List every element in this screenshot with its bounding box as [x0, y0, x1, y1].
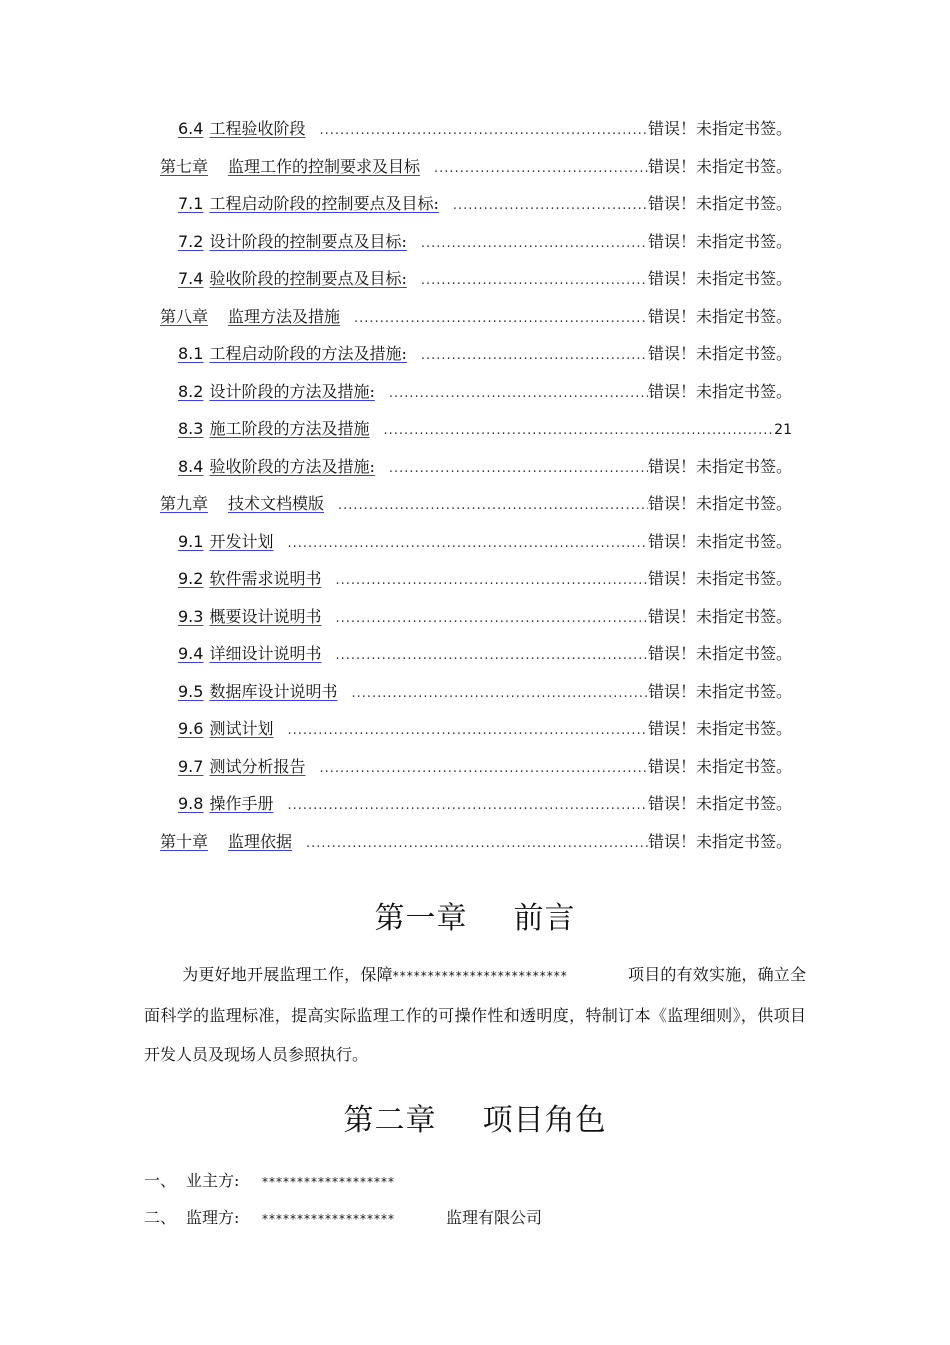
- toc-entry-number: 9.6: [178, 719, 204, 738]
- toc-entry-number: 7.4: [178, 269, 204, 288]
- toc-entry-page: 错误！未指定书签。: [647, 719, 792, 738]
- toc-entry[interactable]: [160, 493, 792, 517]
- toc-entry-number: 7.1: [178, 194, 204, 213]
- toc-leader-dots: [351, 683, 648, 705]
- toc-entry-link[interactable]: [178, 681, 351, 703]
- toc-entry-title: 开发计划: [209, 531, 274, 551]
- toc-entry[interactable]: [160, 156, 792, 180]
- toc-entry-number: 9.7: [178, 756, 204, 776]
- toc-leader-dots: [421, 233, 648, 255]
- toc-entry-title: 技术文档模版: [228, 494, 325, 513]
- toc-leader-dots: [335, 608, 648, 630]
- toc-entry-number: 第七章: [160, 156, 209, 176]
- toc-entry-link[interactable]: [178, 643, 335, 665]
- toc-entry-number: 第九章: [160, 494, 209, 513]
- role-supervisor-suffix: 监理有限公司: [446, 1208, 543, 1227]
- role-owner-label: 业主方:: [186, 1171, 240, 1190]
- toc-entry-page: 错误！未指定书签。: [647, 831, 792, 851]
- toc-entry-title: 监理方法及措施: [228, 306, 341, 326]
- toc-leader-dots: [306, 833, 648, 855]
- toc-entry-link[interactable]: [178, 343, 421, 365]
- toc-entry[interactable]: [178, 793, 792, 817]
- toc-entry-title: 测试计划: [209, 719, 274, 738]
- toc-entry[interactable]: [178, 643, 792, 667]
- toc-entry-link[interactable]: [160, 493, 338, 515]
- chapter-1-number: 第一章: [374, 901, 468, 936]
- chapter-1-heading: [0, 893, 950, 937]
- toc-leader-dots: [287, 533, 648, 555]
- toc-entry-number: 9.4: [178, 644, 204, 663]
- toc-entry-page: 错误！未指定书签。: [647, 756, 792, 776]
- toc-entry-title: 设计阶段的方法及措施:: [209, 381, 375, 401]
- role-owner: [144, 1168, 395, 1191]
- toc-entry-page: 错误！未指定书签。: [647, 194, 792, 213]
- toc-leader-dots: [338, 495, 648, 517]
- toc-entry[interactable]: [178, 193, 792, 217]
- toc-leader-dots: [421, 270, 648, 292]
- toc-entry-link[interactable]: [178, 456, 389, 478]
- chapter-2-title: 项目角色: [482, 1103, 607, 1138]
- toc-entry[interactable]: [178, 118, 792, 142]
- toc-entry-title: 验收阶段的方法及措施:: [209, 456, 375, 476]
- toc-entry[interactable]: [178, 568, 792, 592]
- toc-entry-title: 数据库设计说明书: [209, 681, 338, 701]
- toc-entry-page: 错误！未指定书签。: [647, 344, 792, 363]
- toc-entry[interactable]: [178, 606, 792, 630]
- toc-entry-link[interactable]: [178, 793, 287, 815]
- role-supervisor: [144, 1205, 542, 1228]
- role-owner-value: *******************: [262, 1175, 395, 1189]
- toc-entry-page: 21: [774, 422, 792, 438]
- toc-entry[interactable]: [178, 418, 792, 442]
- role-supervisor-index: 二、: [144, 1208, 177, 1227]
- toc-entry-title: 工程启动阶段的方法及措施:: [209, 344, 407, 363]
- toc-entry-title: 施工阶段的方法及措施: [209, 419, 370, 438]
- toc-entry-number: 9.5: [178, 681, 204, 701]
- toc-entry-page: 错误！未指定书签。: [647, 381, 792, 401]
- toc-entry-page: 错误！未指定书签。: [647, 456, 792, 476]
- toc-entry-page: 错误！未指定书签。: [647, 119, 792, 138]
- toc-entry[interactable]: [178, 381, 792, 405]
- toc-leader-dots: [319, 120, 648, 142]
- toc-entry-link[interactable]: [178, 531, 287, 553]
- toc-entry-title: 工程启动阶段的控制要点及目标:: [209, 194, 439, 213]
- toc-leader-dots: [389, 383, 648, 405]
- chapter-2-number: 第二章: [343, 1103, 437, 1138]
- toc-entry-link[interactable]: [178, 118, 319, 140]
- toc-entry-number: 9.3: [178, 606, 204, 626]
- toc-leader-dots: [319, 758, 648, 780]
- toc-entry-title: 概要设计说明书: [209, 606, 322, 626]
- chapter-1-title: 前言: [513, 901, 576, 936]
- chapter-2-heading: [0, 1095, 950, 1139]
- toc-leader-dots: [287, 795, 648, 817]
- toc-entry-link[interactable]: [178, 231, 421, 253]
- toc-entry-link[interactable]: [178, 268, 421, 290]
- toc-entry[interactable]: [160, 306, 792, 330]
- toc-entry-link[interactable]: [178, 718, 287, 740]
- preface-project-name: *************************: [392, 969, 568, 983]
- toc-entry-page: 错误！未指定书签。: [647, 606, 792, 626]
- toc-leader-dots: [354, 308, 648, 330]
- toc-entry-number: 6.4: [178, 119, 204, 138]
- role-owner-index: 一、: [144, 1171, 177, 1190]
- toc-entry-title: 验收阶段的控制要点及目标:: [209, 269, 407, 288]
- toc-entry-page: 错误！未指定书签。: [647, 644, 792, 663]
- toc-entry-title: 操作手册: [209, 794, 274, 813]
- toc-entry-page: 错误！未指定书签。: [647, 569, 792, 588]
- toc-entry[interactable]: [160, 831, 792, 855]
- toc-entry[interactable]: [178, 681, 792, 705]
- toc-leader-dots: [421, 345, 648, 367]
- toc-entry-title: 工程验收阶段: [209, 119, 306, 138]
- toc-entry-number: 9.1: [178, 531, 204, 551]
- toc-entry-link[interactable]: [160, 156, 434, 178]
- toc-entry-number: 8.2: [178, 381, 204, 401]
- toc-entry[interactable]: [178, 231, 792, 255]
- toc-entry-link[interactable]: [160, 306, 354, 328]
- toc-leader-dots: [335, 570, 648, 592]
- preface-paragraph: [144, 955, 806, 1074]
- toc-leader-dots: [434, 158, 648, 180]
- toc-entry[interactable]: [178, 531, 792, 555]
- toc-leader-dots: [389, 458, 648, 480]
- toc-leader-dots: [453, 195, 648, 217]
- toc-entry-number: 7.2: [178, 231, 204, 251]
- toc-entry-number: 9.8: [178, 794, 204, 813]
- toc-entry-number: 第十章: [160, 831, 209, 851]
- toc-entry-page: 错误！未指定书签。: [647, 156, 792, 176]
- toc-entry-page: 错误！未指定书签。: [647, 794, 792, 813]
- role-supervisor-label: 监理方:: [186, 1208, 240, 1227]
- toc-entry[interactable]: [178, 456, 792, 480]
- toc-entry-link[interactable]: [160, 831, 306, 853]
- toc-entry[interactable]: [178, 718, 792, 742]
- toc-leader-dots: [335, 645, 648, 667]
- toc-entry-link[interactable]: [178, 418, 383, 440]
- toc-entry-title: 设计阶段的控制要点及目标:: [209, 231, 407, 251]
- toc-entry-page: 错误！未指定书签。: [647, 306, 792, 326]
- toc-entry-title: 监理依据: [228, 831, 293, 851]
- toc-entry-title: 监理工作的控制要求及目标: [228, 156, 421, 176]
- preface-rest: 项目的有效实施，确立全面科学的监理标准，提高实际监理工作的可操作性和透明度，特制订本《监理细则》，供项目开发人员及现场人员参照执行。: [144, 965, 806, 1064]
- toc-entry[interactable]: [178, 343, 792, 367]
- toc-entry-number: 9.2: [178, 569, 204, 588]
- toc-entry[interactable]: [178, 756, 792, 780]
- toc-entry-number: 8.3: [178, 419, 204, 438]
- toc-entry-page: 错误！未指定书签。: [647, 494, 792, 513]
- toc-entry-number: 8.1: [178, 344, 204, 363]
- toc-entry-title: 软件需求说明书: [209, 569, 322, 588]
- toc-entry-link[interactable]: [178, 568, 335, 590]
- toc-entry-link[interactable]: [178, 606, 335, 628]
- toc-entry-page: 错误！未指定书签。: [647, 231, 792, 251]
- toc-entry-number: 8.4: [178, 456, 204, 476]
- toc-entry-page: 错误！未指定书签。: [647, 269, 792, 288]
- preface-lead: 为更好地开展监理工作，保障: [182, 965, 393, 984]
- toc-entry-title: 详细设计说明书: [209, 644, 322, 663]
- toc-entry-page: 错误！未指定书签。: [647, 681, 792, 701]
- toc-leader-dots: [287, 720, 648, 742]
- toc-entry-link[interactable]: [178, 193, 453, 215]
- role-supervisor-value: *******************: [262, 1212, 395, 1226]
- toc-leader-dots: [383, 420, 774, 442]
- toc-entry-title: 测试分析报告: [209, 756, 306, 776]
- toc-entry-page: 错误！未指定书签。: [647, 531, 792, 551]
- toc-entry-number: 第八章: [160, 306, 209, 326]
- toc-entry-link[interactable]: [178, 756, 319, 778]
- toc-entry[interactable]: [178, 268, 792, 292]
- toc-entry-link[interactable]: [178, 381, 389, 403]
